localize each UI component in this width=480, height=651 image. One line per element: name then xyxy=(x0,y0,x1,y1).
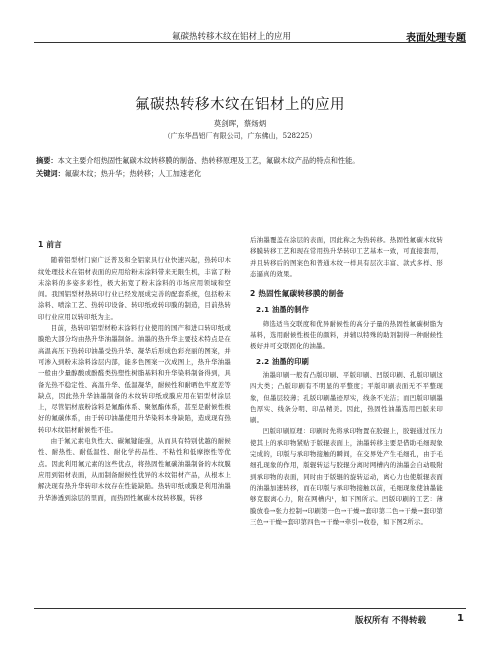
header-rule xyxy=(34,42,466,43)
keywords-line xyxy=(36,167,460,180)
abstract-text: 本文主要介绍热固性氟碳木纹转移膜的制备、热转移原理及工艺，氟碳木纹产品的特点和性能。 xyxy=(57,156,360,165)
subsection-heading-ink: 2.1 油墨的制作 xyxy=(256,305,309,315)
keywords-label: 关键词： xyxy=(36,169,65,178)
paragraph: 后油墨覆盖在涂层的表面，因此称之为热转移。热固性氟碳木纹转移膜转移工艺和现在常用热升华转印工艺基本一致，可直接套用，并且转移后的图案色和普通木纹一样具有层次丰富、款式多样、形态逼真的效果。 xyxy=(250,236,443,278)
article-affiliation: （广东华昌铝厂有限公司，广东佛山，528225） xyxy=(163,132,317,140)
abstract-label: 摘要： xyxy=(36,156,58,165)
page-footer xyxy=(0,608,480,628)
abstract-line xyxy=(36,154,460,167)
section-heading-intro: 1 前言 xyxy=(38,240,62,249)
footer-rule xyxy=(34,608,466,609)
running-header xyxy=(0,0,480,44)
keywords-text: 氟碳木纹；热升华；热转移；人工加速老化 xyxy=(64,169,202,178)
article-title: 氟碳热转移木纹在铝材上的应用 xyxy=(135,97,345,113)
section-heading-preparation: 2 热固性氟碳转移膜的制备 xyxy=(250,289,345,299)
running-title: 氟碳热转移木纹在铝材上的应用 xyxy=(172,32,292,42)
paragraph: 随着铝型材门窗广泛普及和全铝家具行业快速兴起，热转印木纹处理技术在铝材表面的应用给粉末涂料带来无限生机，丰富了粉末涂料的多姿多彩性，极大拓宽了粉末涂料的市场应用领域和空间。我国铝型材热转印行业已经发展成完善的配套系统，包括粉末涂料、喷涂工艺、热转印设备、转印纸或转印膜的制造，目前热转印行业应用以转印纸为主。 xyxy=(38,256,231,321)
left-column xyxy=(38,235,231,504)
paragraph: 凹版印刷原理：印刷时先将承印物置在胶辊上，胶辊通过压力使其上的承印物紧贴于版辊表面上，油墨转移主要是借助毛细现象完成的，印版与承印物接触的瞬间，在交界处产生毛细孔，由于毛细孔现象的作用，版辊转运与胶辊分离时网槽内的油墨会自动吸附到承印物的表面，同时由于版辊的旋转运动，离心力也使版辊表面的油墨加速转移，而在印版与承印物接触以前，毛细现象使油墨能够克服离心力，附在网槽内¹，如下图所示。凹版印刷的工艺：薄膜放卷→张力控制→印刷第一色→干燥→套印第二色→干燥→套印第三色→干燥→套印第四色→干燥→牵引→收卷，如下图2所示。 xyxy=(250,427,443,526)
abstract-block xyxy=(36,154,460,180)
copyright-notice: 版权所有 不得转载 xyxy=(355,616,426,626)
paragraph: 目前，热转印铝型材粉末涂料行业使用的国产和进口转印纸或膜绝大部分均由热升华油墨制备。油墨的热升华主要技术特点是在高温高压下热转印油墨受热升华、凝华后形成色彩亮丽的图案，并可渗入到粉末涂料涂层内部，能多色图案一次成图上，热升华油墨一般由少量醇酸或酚醛类热塑性树脂基料和升华染料制备得到，具备光热不稳定性、高温升华、低温凝华，耐候性和耐晒色牢度差等缺点，因此热升华油墨制备的木纹转印纸或膜应用在铝型材涂层上，尽管铝材底粉涂料是氟酯体系、聚氨酯体系，甚至是耐候性极好的氟碳体系，由于转印油墨使用升华染料本身缺陷，造成现有热转印木纹铝材耐候性不佳。 xyxy=(38,324,231,434)
right-column xyxy=(250,235,443,528)
paragraph: 由于氟元素电负性大、碳氟键能强，从而具有特别优越的耐候性、耐热性、耐低温性、耐化学药品性、不粘性和低摩擦性等优点。因此利用氟元素的这些优点，将热固性氟碳油墨制备的木纹膜应用到铝材表面，从而制备耐候性优异的木纹铝材产品，从根本上解决现有热升华转印木纹存在性能缺陷。热转印纸或膜是利用油墨升华渗透到涂层的里面，而热固性氟碳木纹转移膜，转移 xyxy=(38,437,231,502)
paragraph: 油墨印刷一般有凸版印刷、平版印刷、凹版印刷、孔版印刷这四大类；凸版印刷有不明显的平整度；平版印刷表面无不平整现象，但墨层较薄；孔版印刷墨迹厚实，线条不光洁；而凹版印刷墨色厚实、线条分明、印品精美。因此，热固性油墨选用凹版来印刷。 xyxy=(250,370,443,425)
article-authors: 莫剑晖，蔡炀炳 xyxy=(213,119,267,128)
section-label: 表面处理专题 xyxy=(406,33,466,44)
subsection-heading-printing: 2.2 油墨的印刷 xyxy=(256,356,309,366)
page-number: 1 xyxy=(457,613,464,624)
paragraph: 筛选适当交联度和优异耐候性的高分子量的热固性氟碳树脂为基料，选用耐候性极佳的颜料，并辅以特殊的助剂制得一种耐候性极好并可交联固化的油墨。 xyxy=(250,319,443,351)
